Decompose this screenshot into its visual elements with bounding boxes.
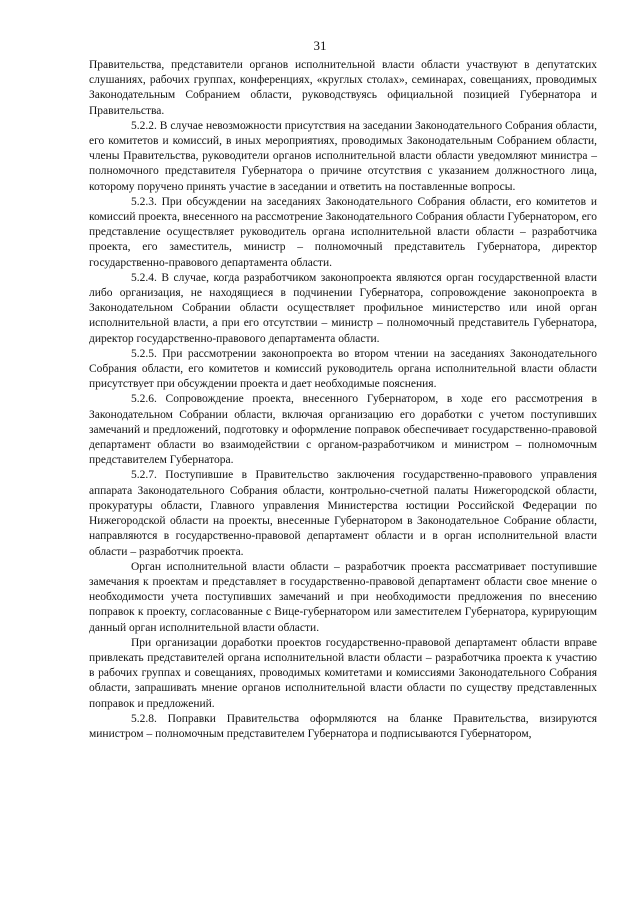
paragraph-5-2-3: 5.2.3. При обсуждении на заседаниях Законодательного Собрания области, его комитетов и комиссий проекта, внесенного на рассмотрение Законодательного Собрания области Губернатором, его представление осуществляет руководитель органа исполнительной власти области – разработчика проекта, его заместитель, министр – полномочный представитель Губернатора, директор государственно-правового департамента области. xyxy=(89,195,597,269)
paragraph-revision-organization: При организации доработки проектов государственно-правовой департамент области вправе привлекать представителей органа исполнительной власти области – разработчика проекта к участию в рабочих группах и совещаниях, проводимых комитетами и комиссиями Законодательного Собрания области, запрашивать мнение органов исполнительной власти области по существу представленных поправок и предложений. xyxy=(89,636,597,710)
paragraph-continuation: Правительства, представители органов исполнительной власти области участвуют в депутатских слушаниях, рабочих группах, конференциях, «круглых столах», семинарах, совещаниях, проводимых Законодательным Собранием области, руководствуясь официальной позицией Губернатора и Правительства. xyxy=(89,59,597,117)
paragraph-5-2-4: 5.2.4. В случае, когда разработчиком законопроекта являются орган государственной власти либо организация, не находящиеся в подчинении Губернатора, сопровождение законопроекта в Законодательном Собрании области осуществляет профильное министерство или иной орган исполнительной власти, а при его отсутствии – министр – полномочный представитель Губернатора, директор государственно-правового департамента области. xyxy=(89,271,597,345)
paragraph-5-2-6: 5.2.6. Сопровождение проекта, внесенного Губернатором, в ходе его рассмотрения в Законодательном Собрании области, включая организацию его доработки с учетом поступивших замечаний и предложений, подготовку и оформление поправок обеспечивает государственно-правовой департамент области во взаимодействии с органом-разработчиком и министром – полномочным представителем Губернатора. xyxy=(89,393,597,467)
paragraph-5-2-5: 5.2.5. При рассмотрении законопроекта во втором чтении на заседаниях Законодательного Собрания области, его комитетов и комиссий руководитель органа исполнительной власти области присутствует при обсуждении проекта и дает необходимые пояснения. xyxy=(89,347,597,391)
paragraph-5-2-2: 5.2.2. В случае невозможности присутствия на заседании Законодательного Собрания области, его комитетов и комиссий, в иных мероприятиях, проводимых Законодательным Собранием области, члены Правительства, руководители органов исполнительной власти области уведомляют министра – полномочного представителя Губернатора о причине отсутствия с указанием должностного лица, которому поручено принять участие в заседании и ответить на поставленные вопросы. xyxy=(89,119,597,193)
paragraph-5-2-7: 5.2.7. Поступившие в Правительство заключения государственно-правового управления аппарата Законодательного Собрания области, контрольно-счетной палаты Нижегородской области, прокуратуры области, Главного управления Министерства юстиции Российской Федерации по Нижегородской области на проекты, внесенные Губернатором в Законодательное Собрание области, направляются в государственно-правовой департамент области и в орган исполнительной власти области – разработчик проекта. xyxy=(89,469,597,558)
paragraph-developer-review: Орган исполнительной власти области – разработчик проекта рассматривает поступившие замечания к проектам и представляет в государственно-правовой департамент области свое мнение о необходимости учета поступивших замечаний и при необходимости предложения по внесению поправок к проекту, согласованные с Вице-губернатором или заместителем Губернатора, курирующим данный орган исполнительной власти области. xyxy=(89,560,597,634)
paragraph-5-2-8: 5.2.8. Поправки Правительства оформляются на бланке Правительства, визируются министром – полномочным представителем Губернатора и подписываются Губернатором, xyxy=(89,712,597,740)
page-number: 31 xyxy=(313,38,327,53)
document-body xyxy=(89,58,597,742)
